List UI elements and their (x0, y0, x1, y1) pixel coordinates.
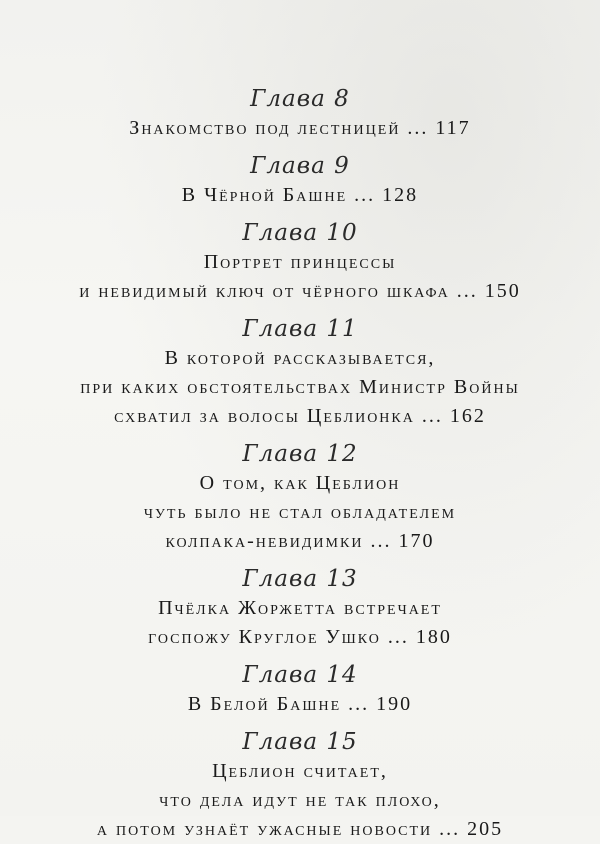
chapter-heading: Глава 14 (242, 662, 358, 688)
chapter-heading: Глава 10 (242, 220, 358, 246)
chapter-9-entry (0, 151, 600, 210)
chapter-title-line: Пчёлка Жоржетта встречает (158, 597, 442, 619)
chapter-heading: Глава 11 (242, 316, 358, 342)
chapter-heading: Глава 9 (250, 153, 350, 179)
chapter-title-line: Портрет принцессы (203, 251, 397, 273)
chapter-title-line: госпожу Круглое Ушко ... 180 (148, 626, 452, 648)
chapter-title-line: а потом узнаёт ужасные новости ... 205 (96, 818, 504, 840)
chapter-title-line: что дела идут не так плохо, (159, 789, 441, 811)
chapter-heading: Глава 12 (242, 441, 358, 467)
chapter-title-line: чуть было не стал обладателем (143, 501, 457, 523)
chapter-title-line: при каких обстоятельствах Министр Войны (80, 376, 520, 398)
chapter-title-line: В которой рассказывается, (164, 347, 436, 369)
chapter-heading: Глава 8 (250, 86, 350, 112)
chapter-13-entry (0, 564, 600, 652)
chapter-title-line: О том, как Цеблион (199, 472, 401, 494)
chapter-title-line: Знакомство под лестницей ... 117 (129, 117, 471, 139)
chapter-10-entry (0, 218, 600, 306)
table-of-contents (0, 84, 600, 844)
chapter-title-line: схватил за волосы Цеблионка ... 162 (114, 405, 486, 427)
chapter-11-entry (0, 314, 600, 431)
chapter-title-line: и невидимый ключ от чёрного шкафа ... 150 (79, 280, 521, 302)
chapter-heading: Глава 13 (242, 566, 358, 592)
chapter-8-entry (0, 84, 600, 143)
chapter-title-line: колпака-невидимки ... 170 (165, 530, 435, 552)
chapter-title-line: Цеблион считает, (212, 760, 388, 782)
chapter-heading: Глава 15 (242, 729, 358, 755)
chapter-12-entry (0, 439, 600, 556)
chapter-title-line: В Чёрной Башне ... 128 (181, 184, 419, 206)
chapter-14-entry (0, 660, 600, 719)
chapter-15-entry (0, 727, 600, 844)
chapter-title-line: В Белой Башне ... 190 (187, 693, 413, 715)
